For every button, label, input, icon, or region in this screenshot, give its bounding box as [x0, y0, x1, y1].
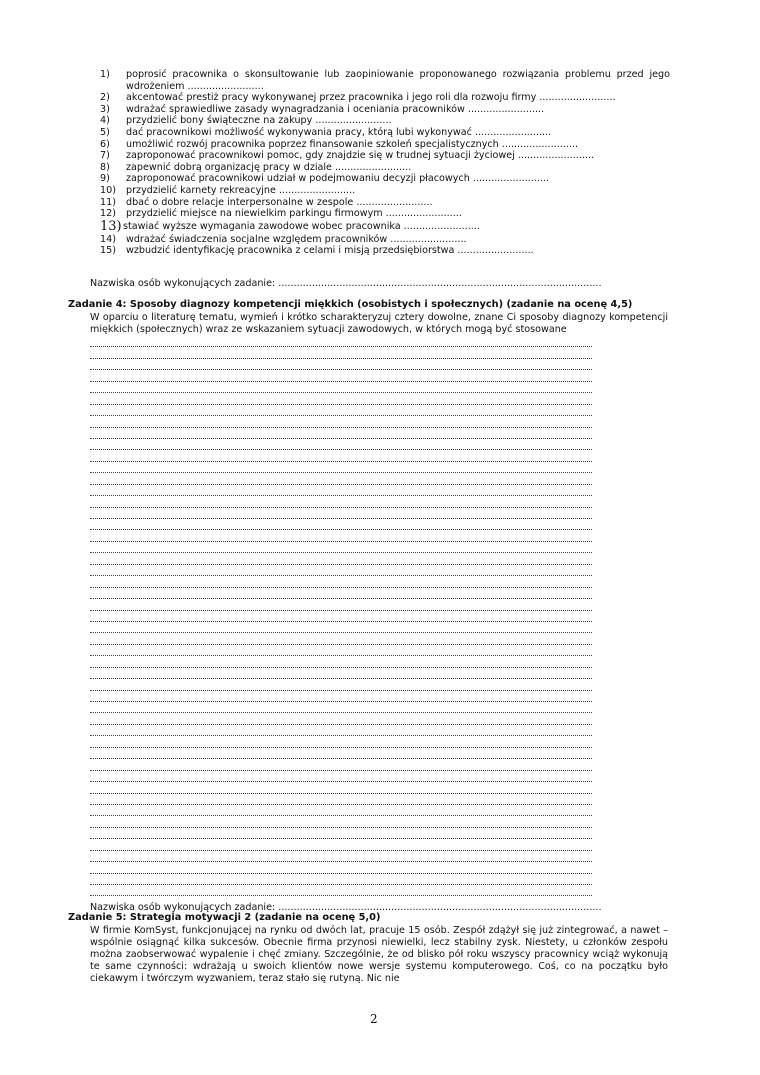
list-item-number: 4) — [100, 115, 110, 127]
answer-line — [90, 839, 592, 850]
list-item-text: zapewnić dobrą organizację pracy w dziale ......................... — [126, 161, 412, 173]
list-item — [100, 150, 670, 162]
answer-line — [90, 736, 592, 747]
answer-line — [90, 874, 592, 885]
task5-heading: Zadanie 5: Strategia motywacji 2 (zadanie na ocenę 5,0) — [68, 912, 381, 923]
list-item-number: 13) — [100, 218, 122, 234]
answer-line — [90, 599, 592, 610]
list-item-number: 11) — [100, 196, 116, 208]
list-item — [100, 92, 670, 104]
answer-line — [90, 496, 592, 507]
list-item — [100, 185, 670, 197]
answer-line — [90, 382, 592, 393]
answer-line — [90, 633, 592, 644]
list-item-text: przydzielić miejsce na niewielkim parkingu firmowym ......................... — [126, 208, 462, 220]
answer-line — [90, 611, 592, 622]
list-item-text: zaproponować pracownikowi udział w podejmowaniu decyzji płacowych ......................... — [126, 173, 550, 185]
answer-line — [90, 748, 592, 759]
answer-lines — [90, 336, 592, 896]
answer-line — [90, 553, 592, 564]
list-item — [100, 234, 670, 246]
answer-line — [90, 439, 592, 450]
list-item — [100, 127, 670, 139]
names-line: Nazwiska osób wykonujących zadanie: .......................................................................................................... — [90, 278, 602, 289]
list-item — [100, 104, 670, 116]
answer-line — [90, 359, 592, 370]
list-item-number: 10) — [100, 184, 116, 196]
answer-line — [90, 428, 592, 439]
motivation-action-list — [100, 69, 670, 257]
answer-line — [90, 622, 592, 633]
list-item — [100, 162, 670, 174]
answer-line — [90, 336, 592, 347]
answer-line — [90, 862, 592, 873]
answer-line — [90, 576, 592, 587]
list-item — [100, 245, 670, 257]
list-item — [100, 139, 670, 151]
list-item-text: dać pracownikowi możliwość wykonywania pracy, którą lubi wykonywać ......................... — [126, 126, 552, 138]
answer-line — [90, 450, 592, 461]
page-number: 2 — [370, 1012, 378, 1026]
answer-line — [90, 679, 592, 690]
list-item-number: 2) — [100, 92, 110, 104]
list-item-text: stawiać wyższe wymagania zawodowe wobec pracownika ......................... — [123, 220, 480, 232]
answer-line — [90, 519, 592, 530]
list-item-text: poprosić pracownika o skonsultowanie lub zaopiniowanie proponowanego rozwiązania problemu przed jego wdrożeniem ......................... — [126, 69, 670, 92]
list-item — [100, 208, 670, 220]
answer-line — [90, 713, 592, 724]
answer-line — [90, 805, 592, 816]
answer-line — [90, 702, 592, 713]
list-item-number: 8) — [100, 161, 110, 173]
list-item — [100, 115, 670, 127]
list-item-text: akcentować prestiż pracy wykonywanej przez pracownika i jego roli dla rozwoju firmy ......................... — [126, 92, 616, 104]
answer-line — [90, 462, 592, 473]
task5-body: W firmie KomSyst, funkcjonującej na rynku od dwóch lat, pracuje 15 osób. Zespół zdążył się już zintegrować, a nawet – wspólnie osiągnąć kilka sukcesów. Obecnie firma przynosi niewielki, lecz stabilny zysk. Niestety, u członków zespołu można zaobserwować wypalenie i chęć zmiany. Szczególnie, że od blisko pół roku wszyscy pracownicy wciąż wykonują te same czynności: wdrażają u swoich klientów nowe wersje systemu komputerowego. Coś, co na początku było ciekawym i twórczym wyzwaniem, teraz stało się rutyną. Nic nie — [90, 925, 668, 984]
list-item-text: wzbudzić identyfikację pracownika z celami i misją przedsiębiorstwa ......................... — [126, 245, 534, 257]
answer-line — [90, 485, 592, 496]
answer-line — [90, 645, 592, 656]
list-item-number: 5) — [100, 126, 110, 138]
task4-heading: Zadanie 4: Sposoby diagnozy kompetencji miękkich (osobistych i społecznych) (zadanie na ocenę 4,5) — [68, 299, 633, 310]
list-item — [100, 220, 670, 234]
answer-line — [90, 565, 592, 576]
answer-line — [90, 393, 592, 404]
list-item-text: przydzielić karnety rekreacyjne ......................... — [126, 184, 356, 196]
answer-line — [90, 759, 592, 770]
answer-line — [90, 508, 592, 519]
answer-line — [90, 656, 592, 667]
list-item-number: 3) — [100, 103, 110, 115]
answer-line — [90, 794, 592, 805]
answer-line — [90, 691, 592, 702]
answer-line — [90, 885, 592, 896]
list-item-number: 12) — [100, 208, 116, 220]
list-item-number: 6) — [100, 138, 110, 150]
task4-names-line: Nazwiska osób wykonujących zadanie: .......................................................................................................... — [90, 902, 602, 913]
answer-line — [90, 828, 592, 839]
task4-body: W oparciu o literaturę tematu, wymień i krótko scharakteryzuj cztery dowolne, znane Ci sposoby diagnozy kompetencji miękkich (społecznych) wraz ze wskazaniem sytuacji zawodowych, w których mogą być stosowane — [90, 312, 668, 335]
list-item — [100, 69, 670, 92]
list-item-number: 1) — [100, 69, 110, 80]
list-item-text: dbać o dobre relacje interpersonalne w zespole ......................... — [126, 196, 433, 208]
answer-line — [90, 416, 592, 427]
answer-line — [90, 370, 592, 381]
answer-line — [90, 771, 592, 782]
list-item-number: 7) — [100, 150, 110, 162]
list-item-number: 15) — [100, 245, 116, 257]
list-item-number: 9) — [100, 173, 110, 185]
list-item-text: umożliwić rozwój pracownika poprzez finansowanie szkoleń specjalistycznych ......................... — [126, 138, 579, 150]
answer-line — [90, 473, 592, 484]
answer-line — [90, 530, 592, 541]
answer-line — [90, 542, 592, 553]
answer-line — [90, 405, 592, 416]
list-item-text: zaproponować pracownikowi pomoc, gdy znajdzie się w trudnej sytuacji życiowej ......................... — [126, 150, 595, 162]
answer-line — [90, 725, 592, 736]
answer-line — [90, 851, 592, 862]
answer-line — [90, 816, 592, 827]
list-item-text: wdrażać świadczenia socjalne względem pracowników ......................... — [126, 233, 467, 245]
list-item — [100, 197, 670, 209]
list-item-text: wdrażać sprawiedliwe zasady wynagradzania i oceniania pracowników ......................... — [126, 103, 545, 115]
answer-line — [90, 782, 592, 793]
answer-line — [90, 668, 592, 679]
list-item — [100, 173, 670, 185]
list-item-text: przydzielić bony świąteczne na zakupy ......................... — [126, 115, 392, 127]
answer-line — [90, 347, 592, 358]
answer-line — [90, 588, 592, 599]
list-item-number: 14) — [100, 233, 116, 245]
